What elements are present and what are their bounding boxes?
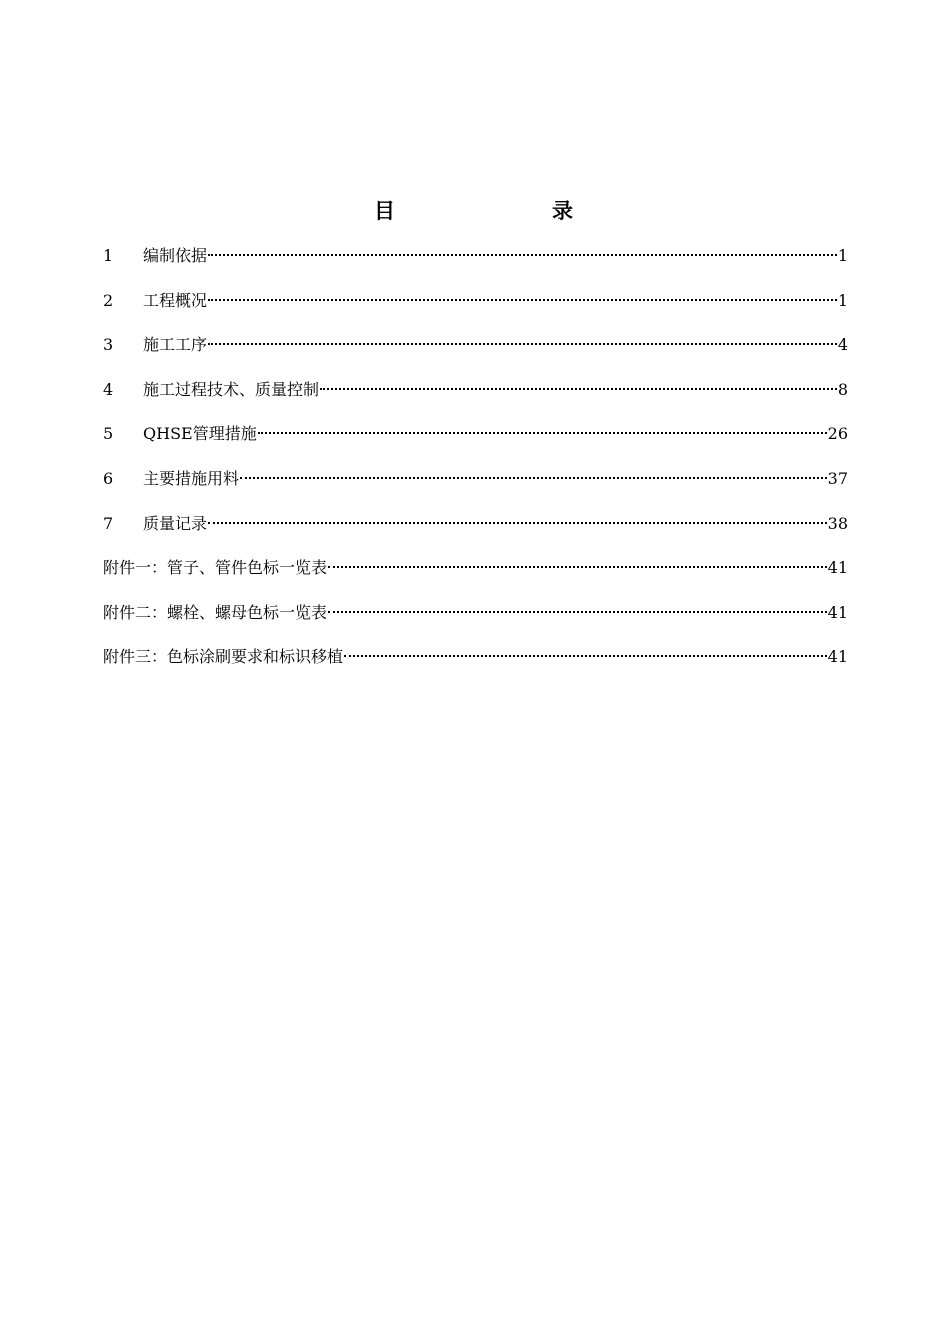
toc-entry-number: 2: [103, 290, 114, 310]
toc-entry-page: 1: [837, 290, 848, 310]
toc-entry-number: 6: [103, 468, 114, 488]
toc-dot-leader: [328, 610, 827, 613]
toc-dot-leader: [258, 431, 827, 434]
toc-entry-number: 4: [103, 379, 114, 399]
toc-entry-page: 41: [827, 602, 848, 622]
toc-entry-appendix-1[interactable]: [103, 550, 848, 595]
toc-entry-number: 7: [103, 513, 114, 533]
toc-dot-leader: [208, 342, 837, 345]
toc-dot-leader: [208, 298, 837, 301]
toc-entry-4[interactable]: [103, 372, 848, 417]
toc-entry-page: 26: [827, 424, 848, 444]
toc-entry-number: 5: [103, 424, 114, 444]
toc-entry-5[interactable]: [103, 416, 848, 461]
toc-list: [103, 238, 848, 684]
toc-entry-text: 编制依据: [143, 246, 208, 265]
toc-entry-text: 主要措施用料: [143, 468, 240, 488]
toc-entry-page: 38: [827, 513, 848, 533]
toc-entry-appendix-3[interactable]: [103, 639, 848, 684]
toc-entry-page: 8: [837, 379, 848, 399]
toc-title: [0, 196, 950, 228]
toc-title-char-1: 目: [374, 199, 395, 223]
toc-entry-number: 3: [103, 335, 114, 355]
toc-dot-leader: [208, 521, 827, 524]
toc-entry-7[interactable]: [103, 506, 848, 551]
toc-dot-leader: [344, 654, 827, 657]
toc-dot-leader: [328, 565, 827, 568]
toc-entry-page: 4: [837, 335, 848, 355]
toc-entry-page: 41: [827, 558, 848, 578]
toc-entry-text: QHSE管理措施: [143, 424, 257, 444]
toc-title-char-2: 录: [552, 199, 573, 223]
toc-dot-leader: [208, 253, 837, 256]
toc-entry-text: 附件二：螺栓、螺母色标一览表: [103, 602, 328, 622]
toc-entry-text: 附件一：管子、管件色标一览表: [103, 558, 328, 578]
toc-entry-text: 施工过程技术、质量控制: [143, 379, 320, 399]
toc-entry-page: 37: [827, 468, 848, 488]
toc-entry-text: 工程概况: [143, 290, 208, 310]
toc-entry-2[interactable]: [103, 283, 848, 328]
toc-dot-leader: [240, 476, 827, 479]
toc-entry-3[interactable]: [103, 327, 848, 372]
toc-entry-6[interactable]: [103, 461, 848, 506]
toc-entry-page: 1: [837, 246, 848, 265]
toc-entry-number: 1: [103, 246, 114, 265]
toc-entry-1[interactable]: [103, 238, 848, 283]
toc-entry-appendix-2[interactable]: [103, 595, 848, 640]
toc-entry-text: 施工工序: [143, 335, 208, 355]
toc-dot-leader: [320, 387, 837, 390]
toc-entry-text: 附件三：色标涂刷要求和标识移植: [103, 647, 344, 667]
toc-entry-text: 质量记录: [143, 513, 208, 533]
toc-entry-page: 41: [827, 647, 848, 667]
